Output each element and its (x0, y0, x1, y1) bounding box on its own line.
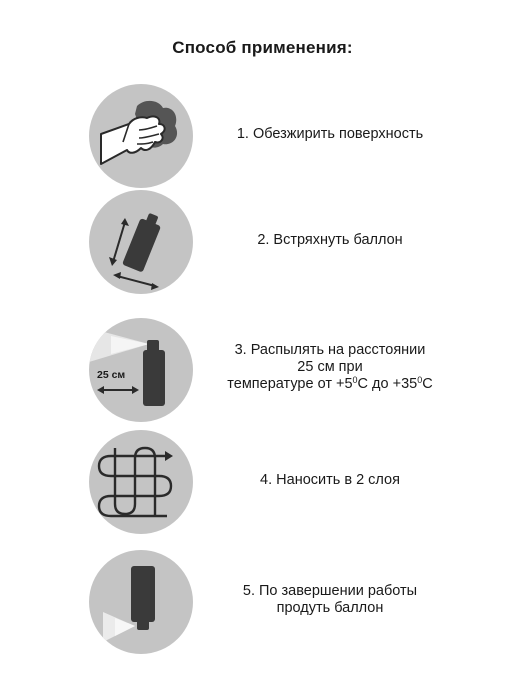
instructions-title: Способ применения: (172, 38, 353, 57)
step-1-text: 1. Обезжирить поверхность (236, 126, 424, 142)
step-5-text: 5. По завершении работы продуть баллон (242, 583, 418, 616)
step-5 (0, 550, 525, 660)
step-1 (0, 84, 525, 194)
step-2-text: 2. Встряхнуть баллон (257, 232, 403, 248)
step-2 (0, 190, 525, 300)
wipe-hand-icon (89, 84, 193, 188)
step-4 (0, 430, 525, 540)
purge-can-icon (89, 550, 193, 654)
temperature-line: температуре от $+5^0С$ до $+35^0С$ (227, 375, 433, 392)
step-4-text: 4. Наносить в 2 слоя (260, 472, 400, 488)
spray-can-icon (89, 318, 193, 422)
step-3-text: 3. Распылять на расстоянии 25 см при температуре от $+5^0С$ до $+35^0С$ (205, 342, 455, 393)
shake-can-icon (89, 190, 193, 294)
two-coats-icon (89, 430, 193, 534)
step-3 (0, 318, 525, 428)
distance-label: 25 см (97, 369, 126, 381)
